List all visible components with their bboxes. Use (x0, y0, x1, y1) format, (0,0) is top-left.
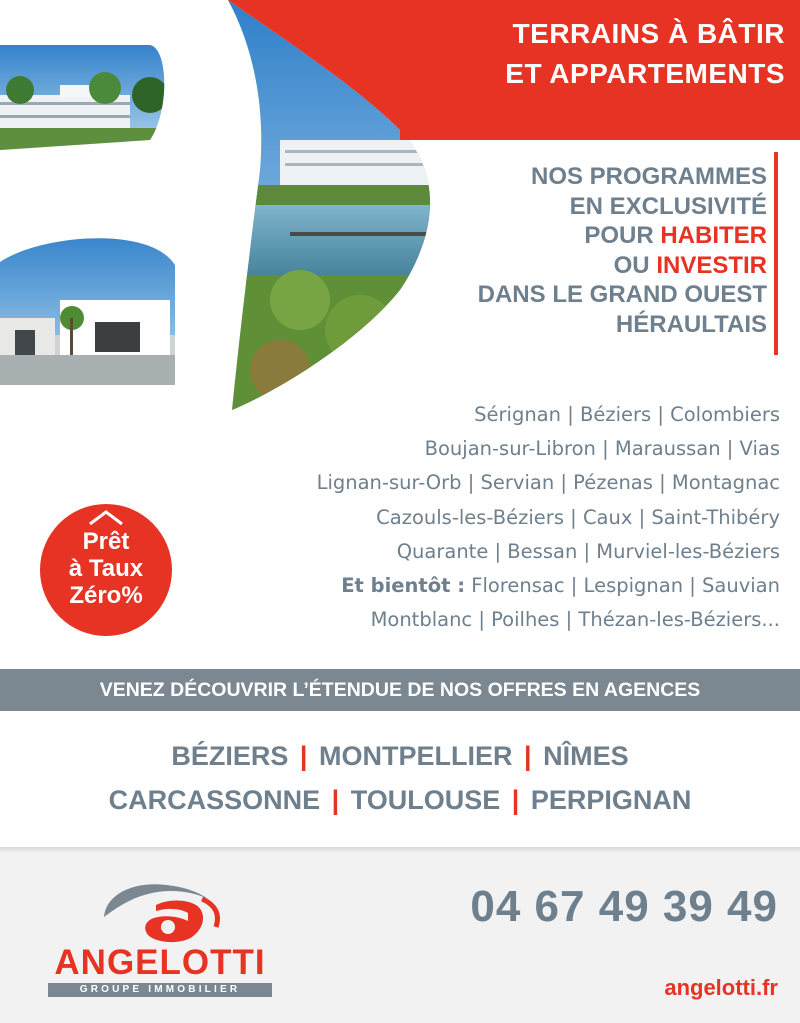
agency-separator: | (524, 741, 532, 771)
agencies-row-1 (0, 741, 800, 772)
agency-city: NÎMES (543, 741, 629, 771)
building-photo-top (0, 40, 180, 160)
programmes-line-6: HÉRAULTAIS (615, 310, 767, 338)
programmes-line-3-prefix: POUR (584, 222, 661, 249)
phone-number[interactable]: 04 67 49 39 49 (470, 882, 778, 931)
programmes-block (395, 162, 767, 339)
ptz-badge (38, 502, 174, 638)
towns-row: Lignan-sur-Orb | Servian | Pézenas | Montagnac (316, 471, 780, 495)
house-photo (0, 225, 180, 395)
towns-row: Montblanc | Poilhes | Thézan-les-Béziers... (370, 608, 780, 632)
agency-city: PERPIGNAN (530, 785, 692, 815)
agency-city: BÉZIERS (171, 741, 289, 771)
angelotti-logo-icon (96, 875, 226, 947)
towns-row: Quarante | Bessan | Murviel-les-Béziers (396, 539, 780, 563)
programmes-line-5: DANS LE GRAND OUEST (477, 281, 767, 308)
ptz-line-3: Zéro% (69, 582, 143, 609)
ptz-line-1: Prêt (82, 528, 130, 555)
programmes-line-3 (395, 221, 767, 251)
highlight-investir: INVESTIR (656, 251, 767, 279)
ptz-line-2: à Taux (68, 555, 144, 582)
banner-line-2: ET APPARTEMENTS (505, 58, 785, 89)
programmes-line-4 (395, 251, 767, 281)
agency-separator: | (511, 785, 520, 815)
upcoming-label: Et bientôt : (341, 574, 466, 598)
banner-title (330, 14, 785, 94)
towns-row: Boujan-sur-Libron | Maraussan | Vias (424, 437, 780, 461)
agencies-row-2 (0, 785, 800, 816)
highlight-habiter: HABITER (660, 222, 767, 249)
programmes-line-2: EN EXCLUSIVITÉ (569, 192, 767, 220)
towns-row: Sérignan | Béziers | Colombiers (474, 403, 780, 426)
agency-separator: | (331, 785, 340, 815)
programmes-line-1: NOS PROGRAMMES (530, 163, 767, 190)
brand-name: ANGELOTTI (54, 943, 266, 982)
upcoming-towns: Florensac | Lespignan | Sauvian (465, 574, 780, 598)
banner-line-1: TERRAINS À BÂTIR (512, 18, 785, 49)
towns-row-upcoming (240, 569, 780, 603)
towns-row: Cazouls-les-Béziers | Caux | Saint-Thibéry (376, 505, 780, 529)
agency-city: MONTPELLIER (319, 741, 513, 771)
agency-separator: | (299, 741, 308, 771)
footer-shadow (0, 847, 800, 853)
agency-city: TOULOUSE (350, 785, 501, 815)
agencies-band-text: VENEZ DÉCOUVRIR L’ÉTENDUE DE NOS OFFRES EN AGENCES (99, 679, 701, 701)
brand-tagline: GROUPE IMMOBILIER (48, 983, 272, 997)
towns-list (240, 398, 780, 637)
programmes-line-4-prefix: OU (613, 251, 657, 279)
agency-city: CARCASSONNE (108, 785, 321, 815)
programmes-accent-bar (774, 152, 778, 355)
website-link[interactable]: angelotti.fr (664, 975, 778, 1000)
